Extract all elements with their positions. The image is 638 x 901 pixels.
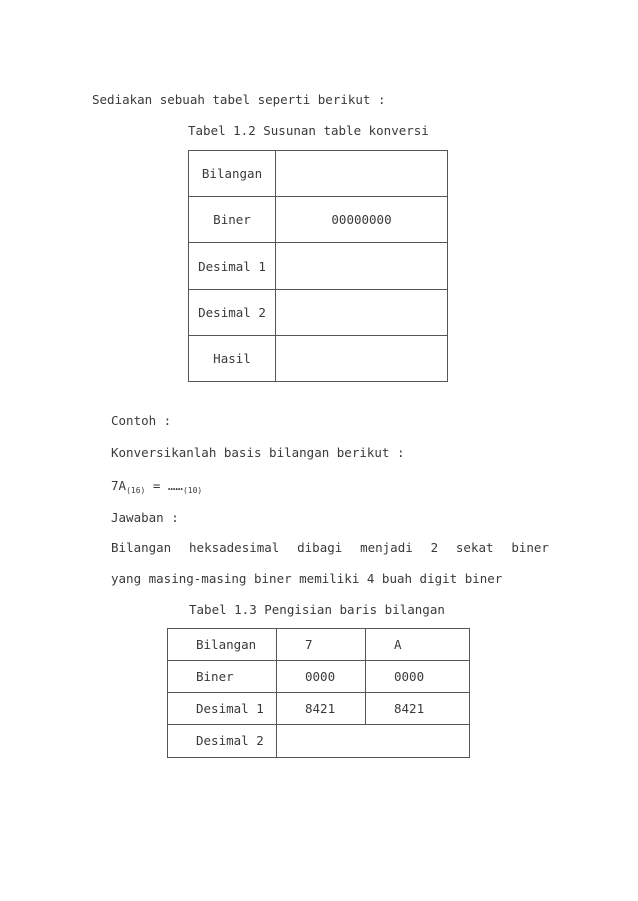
expr-equals: = …… — [145, 478, 183, 493]
table-row — [168, 629, 470, 661]
table-row — [189, 197, 448, 243]
answer-line-1 — [111, 540, 549, 555]
row-value — [276, 151, 448, 197]
row-value — [276, 336, 448, 382]
table-row — [168, 693, 470, 725]
example-expression — [111, 478, 202, 495]
expr-sub-to: (10) — [182, 486, 203, 495]
word: 2 — [430, 540, 439, 555]
answer-heading: Jawaban : — [111, 510, 179, 525]
row-label: Biner — [168, 661, 277, 693]
row-label: Desimal 1 — [189, 243, 276, 290]
row-label: Desimal 2 — [189, 290, 276, 336]
word: dibagi — [297, 540, 343, 555]
cell — [277, 725, 470, 758]
table-row — [168, 661, 470, 693]
table-row — [189, 151, 448, 197]
cell: 8421 — [366, 693, 470, 725]
expr-sub-from: (16) — [126, 486, 146, 495]
row-label: Desimal 2 — [168, 725, 277, 758]
cell: 0000 — [366, 661, 470, 693]
table-row — [168, 725, 470, 758]
cell: 7 — [277, 629, 366, 661]
row-value: 00000000 — [276, 197, 448, 243]
row-label: Bilangan — [168, 629, 277, 661]
row-label: Bilangan — [189, 151, 276, 197]
row-value — [276, 290, 448, 336]
example-instruction: Konversikanlah basis bilangan berikut : — [111, 445, 405, 460]
word: heksadesimal — [189, 540, 280, 555]
expr-base: 7A — [111, 478, 127, 493]
word: sekat — [455, 540, 494, 555]
cell: 0000 — [277, 661, 366, 693]
cell: A — [366, 629, 470, 661]
cell: 8421 — [277, 693, 366, 725]
row-label: Biner — [189, 197, 276, 243]
word: Bilangan — [111, 540, 172, 555]
filling-table — [167, 628, 470, 758]
row-value — [276, 243, 448, 290]
table-row — [189, 290, 448, 336]
answer-line-2: yang masing-masing biner memiliki 4 buah digit biner — [111, 571, 503, 586]
example-heading: Contoh : — [111, 413, 172, 428]
word: biner — [511, 540, 549, 555]
row-label: Desimal 1 — [168, 693, 277, 725]
intro-text: Sediakan sebuah tabel seperti berikut : — [92, 92, 386, 107]
row-label: Hasil — [189, 336, 276, 382]
table2-caption: Tabel 1.3 Pengisian baris bilangan — [189, 602, 445, 617]
table1-caption: Tabel 1.2 Susunan table konversi — [188, 123, 429, 138]
table-row — [189, 243, 448, 290]
word: menjadi — [360, 540, 413, 555]
conversion-table — [188, 150, 448, 382]
table-row — [189, 336, 448, 382]
